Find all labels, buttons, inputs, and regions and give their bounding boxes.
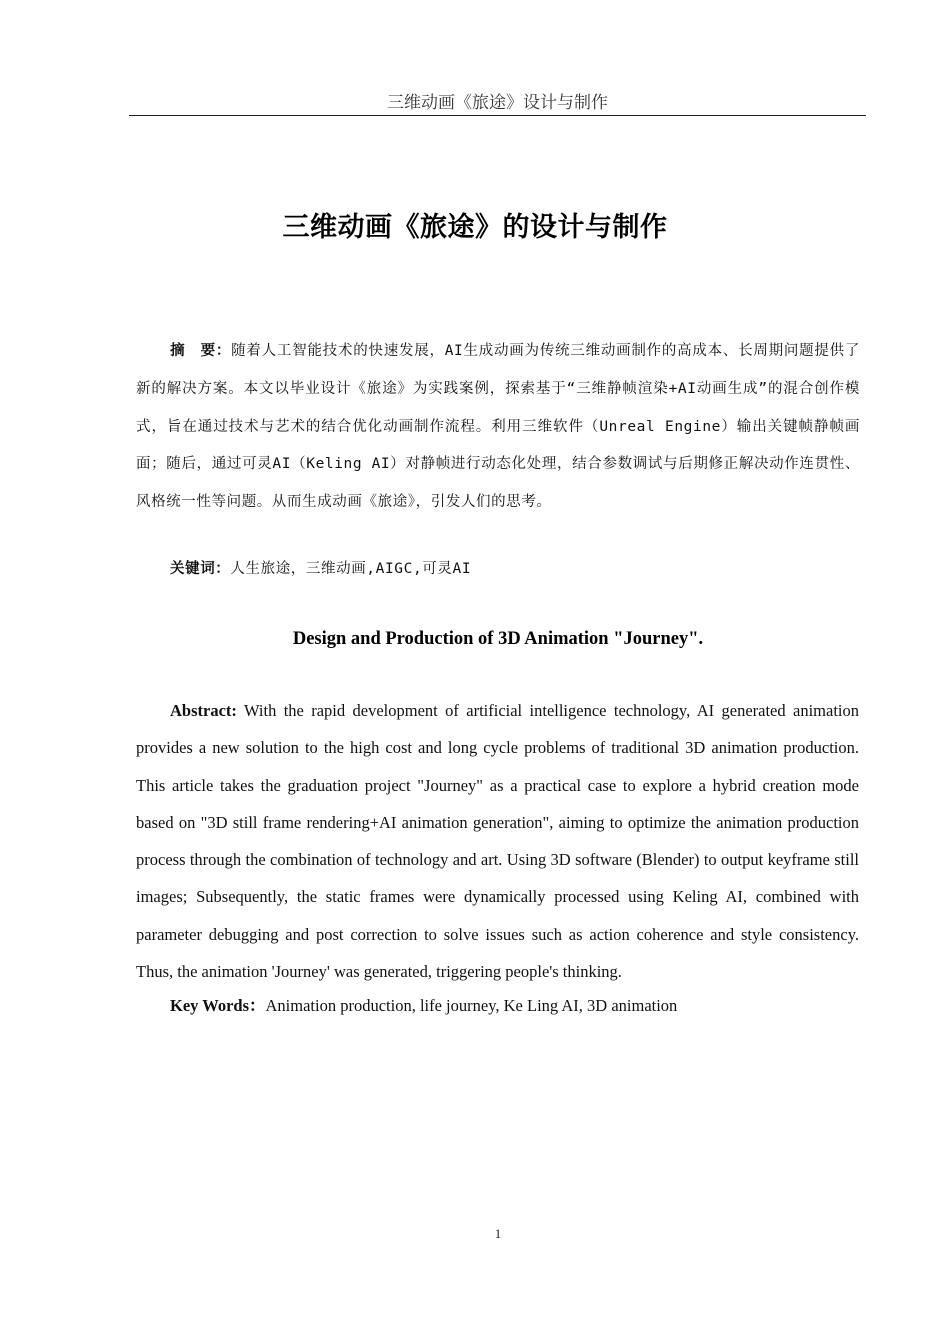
english-abstract-text: With the rapid development of artificial intelligence technology, AI generated animation provides a new solution to the high cost and long cycle problems of traditional 3D animation production. This article takes the graduation project "Journey" as a practical case to explore a hybrid creation mode based on "3D still frame rendering+AI animation generation", aiming to optimize the animation production process through the combination of technology and art. Using 3D software (Blender) to output keyframe still images; Subsequently, the static frames were dynamically processed using Keling AI, combined with parameter debugging and post correction to solve issues such as action coherence and style consistency. Thus, the animation 'Journey' was generated, triggering people's thinking. [136,701,859,982]
chinese-keywords-label: 关键词： [170,561,231,577]
english-abstract-label: Abstract: [170,701,237,720]
english-abstract [136,692,859,990]
chinese-abstract-text: 随着人工智能技术的快速发展，AI生成动画为传统三维动画制作的高成本、长周期问题提供了新的解决方案。本文以毕业设计《旅途》为实践案例，探索基于“三维静帧渲染+AI动画生成”的混合创作模式，旨在通过技术与艺术的结合优化动画制作流程。利用三维软件（Unreal Engine）输出关键帧静帧画面；随后，通过可灵AI（Keling AI）对静帧进行动态化处理，结合参数调试与后期修正解决动作连贯性、风格统一性等问题。从而生成动画《旅途》，引发人们的思考。 [136,343,860,511]
english-title: Design and Production of 3D Animation "Journey". [292,629,704,649]
english-keywords-text: Animation production, life journey, Ke Ling AI, 3D animation [265,996,678,1015]
running-header: 三维动画《旅途》设计与制作 [387,93,608,113]
chinese-keywords-text: 人生旅途，三维动画,AIGC,可灵AI [230,561,472,577]
chinese-keywords [170,553,860,585]
header-rule [129,115,866,116]
chinese-abstract-label: 摘 要： [170,343,232,359]
english-keywords-label: Key Words： [170,996,266,1015]
english-keywords [170,992,860,1020]
chinese-title: 三维动画《旅途》的设计与制作 [282,212,668,243]
page-number: 1 [494,1226,502,1241]
chinese-abstract [136,333,860,522]
